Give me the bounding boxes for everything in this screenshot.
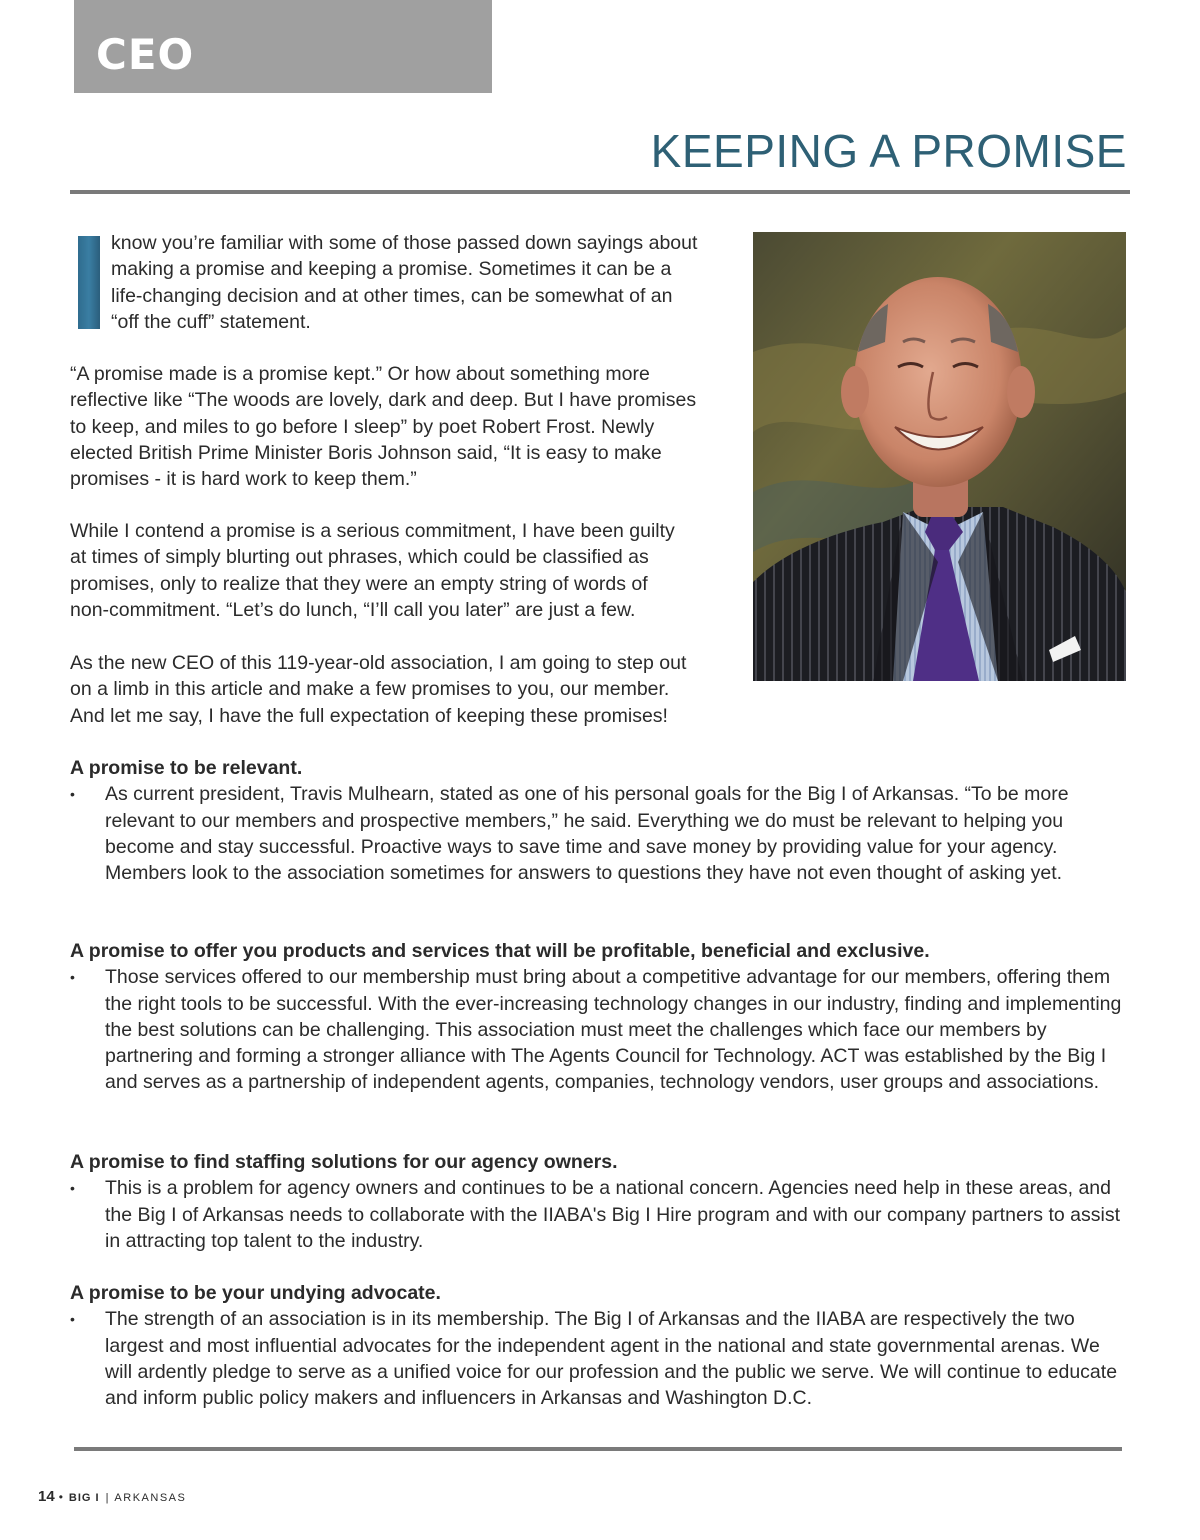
promise-text: Those services offered to our membership must bring about a competitive advantage for our members, offering them the right tools to be successful. With the ever-increasing technology changes in our industry, finding and implementing the best solutions can be challenging. This association must meet the challenges which face our members by partnering and forming a stronger alliance with The Agents Council for Technology. ACT was established by the Big I and serves as a partnership of independent agents, companies, technology vendors, user groups and associations. bbox=[105, 966, 1122, 1094]
promise-text: As current president, Travis Mulhearn, stated as one of his personal goals for the Big I of Arkansas. “To be more relevant to our members and prospective members,” he said. Everything we do must be relevant to helping you become and stay successful. Proactive ways to save time and save money by providing value for your agency. Members look to the association sometimes for answers to questions they have not even thought of asking yet. bbox=[105, 783, 1069, 885]
promise-section bbox=[70, 938, 1130, 1096]
article-headline: KEEPING A PROMISE bbox=[650, 125, 1127, 177]
promise-bullet-item bbox=[70, 1306, 1130, 1411]
headline-divider bbox=[70, 190, 1130, 194]
body-paragraph bbox=[70, 650, 750, 729]
footer-separator: | bbox=[105, 1492, 109, 1504]
promise-section bbox=[70, 755, 1130, 886]
bullet-marker: • bbox=[70, 786, 75, 803]
intro-paragraph bbox=[111, 230, 751, 335]
body-paragraph bbox=[70, 518, 750, 623]
footer-divider bbox=[74, 1447, 1122, 1451]
page-number: 14 bbox=[38, 1488, 55, 1505]
section-label: CEO bbox=[96, 30, 195, 79]
paragraph-line: on a limb in this article and make a few promises to you, our member. bbox=[70, 678, 670, 701]
promise-bullet-item bbox=[70, 1175, 1130, 1254]
intro-line: know you’re familiar with some of those passed down sayings about bbox=[111, 232, 698, 254]
promise-section bbox=[70, 1280, 1130, 1411]
portrait-illustration bbox=[753, 232, 1126, 681]
promise-section bbox=[70, 1149, 1130, 1254]
promise-heading: A promise to be relevant. bbox=[70, 757, 303, 779]
promise-text: The strength of an association is in its membership. The Big I of Arkansas and the IIABA are respectively the two largest and most influential advocates for the independent agent in the national and state governmental arenas. We will ardently pledge to serve as a unified voice for our profession and the public we serve. We will continue to educate and inform public policy makers and influencers in Arkansas and Washington D.C. bbox=[105, 1308, 1118, 1410]
intro-line: “off the cuff” statement. bbox=[111, 310, 311, 333]
paragraph-line: to keep, and miles to go before I sleep” by poet Robert Frost. Newly bbox=[70, 415, 655, 438]
promise-heading: A promise to find staffing solutions for our agency owners. bbox=[70, 1151, 618, 1173]
footer-dot: • bbox=[58, 1490, 63, 1504]
promise-bullet-item bbox=[70, 964, 1130, 1095]
intro-line: making a promise and keeping a promise. Sometimes it can be a bbox=[111, 258, 672, 281]
paragraph-line: elected British Prime Minister Boris Johnson said, “It is easy to make bbox=[70, 441, 662, 464]
promise-bullet-item bbox=[70, 781, 1130, 886]
promise-heading: A promise to offer you products and services that will be profitable, beneficial and exclusive. bbox=[70, 940, 930, 962]
paragraph-line: As the new CEO of this 119-year-old association, I am going to step out bbox=[70, 652, 687, 674]
paragraph-line: promises - it is hard work to keep them.” bbox=[70, 468, 417, 491]
paragraph-line: at times of simply blurting out phrases, which could be classified as bbox=[70, 546, 649, 569]
magazine-name: BIG I bbox=[68, 1492, 100, 1504]
paragraph-line: non-commitment. “Let’s do lunch, “I’ll call you later” are just a few. bbox=[70, 598, 636, 621]
paragraph-line: And let me say, I have the full expectation of keeping these promises! bbox=[70, 704, 668, 727]
magazine-state: ARKANSAS bbox=[114, 1492, 187, 1504]
paragraph-line: reflective like “The woods are lovely, dark and deep. But I have promises bbox=[70, 389, 697, 412]
ceo-portrait-photo bbox=[753, 232, 1126, 681]
body-paragraph bbox=[70, 361, 750, 492]
bullet-marker: • bbox=[70, 969, 75, 986]
promise-heading: A promise to be your undying advocate. bbox=[70, 1282, 441, 1304]
drop-cap-i bbox=[78, 236, 100, 329]
bullet-marker: • bbox=[70, 1180, 75, 1197]
paragraph-line: promises, only to realize that they were an empty string of words of bbox=[70, 572, 648, 595]
promise-text: This is a problem for agency owners and continues to be a national concern. Agencies need help in these areas, and the Big I of Arkansas needs to collaborate with the IIABA's Big I Hire program and with our company partners to assist in attracting top talent to the industry. bbox=[105, 1177, 1120, 1252]
intro-line: life-changing decision and at other times, can be somewhat of an bbox=[111, 284, 673, 307]
bullet-marker: • bbox=[70, 1311, 75, 1328]
paragraph-line: “A promise made is a promise kept.” Or how about something more bbox=[70, 363, 650, 385]
section-tab bbox=[74, 0, 492, 93]
paragraph-line: While I contend a promise is a serious commitment, I have been guilty bbox=[70, 520, 675, 542]
page-footer bbox=[38, 1488, 186, 1505]
